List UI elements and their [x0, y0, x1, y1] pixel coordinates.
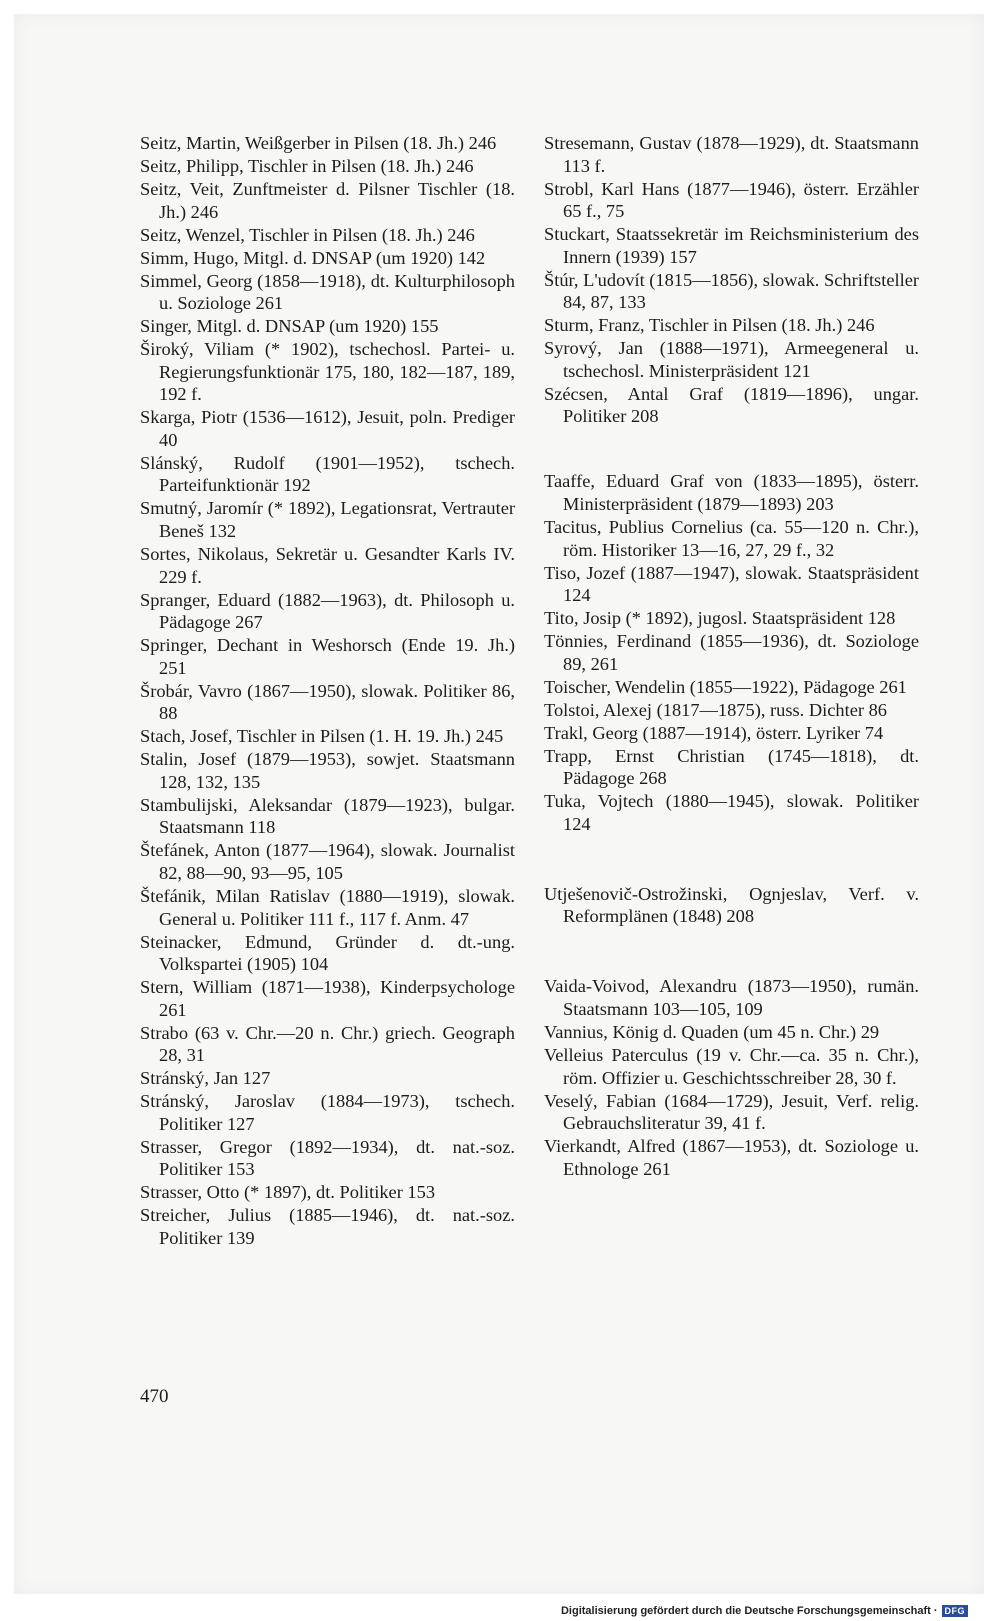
index-entry: Trapp, Ernst Christian (1745—1818), dt. Pädagoge 268 — [544, 745, 919, 789]
index-entry: Strasser, Gregor (1892—1934), dt. nat.-soz. Politiker 153 — [140, 1136, 515, 1180]
index-entry: Stach, Josef, Tischler in Pilsen (1. H. 19. Jh.) 245 — [140, 726, 504, 747]
index-entry: Seitz, Veit, Zunftmeister d. Pilsner Tischler (18. Jh.) 246 — [140, 178, 515, 222]
index-entry: Toischer, Wendelin (1855—1922), Pädagoge 261 — [544, 676, 907, 697]
letter-section-gap — [544, 836, 919, 883]
index-entry: Tito, Josip (* 1892), jugosl. Staatspräsident 128 — [544, 608, 896, 629]
index-entry: Simmel, Georg (1858—1918), dt. Kulturphilosoph u. Soziologe 261 — [140, 270, 515, 314]
index-entry: Strasser, Otto (* 1897), dt. Politiker 153 — [140, 1182, 436, 1203]
index-entry: Štúr, L'udovít (1815—1856), slowak. Schriftsteller 84, 87, 133 — [544, 269, 919, 313]
index-entry: Velleius Paterculus (19 v. Chr.—ca. 35 n. Chr.), röm. Offizier u. Geschichtsschreiber 28, 30 f. — [544, 1045, 919, 1088]
index-entry: Simm, Hugo, Mitgl. d. DNSAP (um 1920) 142 — [140, 247, 486, 268]
index-entry: Steinacker, Edmund, Gründer d. dt.-ung. Volkspartei (1905) 104 — [140, 931, 515, 975]
index-entry: Stresemann, Gustav (1878—1929), dt. Staatsmann 113 f. — [544, 133, 919, 176]
index-entry: Tuka, Vojtech (1880—1945), slowak. Politiker 124 — [544, 791, 919, 834]
index-entry: Slánský, Rudolf (1901—1952), tschech. Parteifunktionär 192 — [140, 452, 515, 496]
index-entry: Springer, Dechant in Weshorsch (Ende 19. Jh.) 251 — [140, 635, 515, 678]
index-entry: Tolstoi, Alexej (1817—1875), russ. Dichter 86 — [544, 699, 887, 720]
index-entry: Široký, Viliam (* 1902), tschechosl. Partei- u. Regierungsfunktionär 175, 180, 182—187, 189, 192 f. — [140, 339, 515, 405]
index-entry: Sturm, Franz, Tischler in Pilsen (18. Jh.) 246 — [544, 315, 875, 336]
index-entry: Šrobár, Vavro (1867—1950), slowak. Politiker 86, 88 — [140, 680, 515, 724]
index-entry: Syrový, Jan (1888—1971), Armeegeneral u. tschechosl. Ministerpräsident 121 — [544, 338, 919, 381]
index-entry: Taaffe, Eduard Graf von (1833—1895), österr. Ministerpräsident (1879—1893) 203 — [544, 471, 919, 515]
index-entry: Utješenovič-Ostrožinski, Ognjeslav, Verf. v. Reformplänen (1848) 208 — [544, 883, 919, 927]
index-entry: Trakl, Georg (1887—1914), österr. Lyriker 74 — [544, 722, 884, 743]
index-entry: Stránský, Jan 127 — [140, 1068, 271, 1089]
scanned-page — [14, 14, 984, 1594]
index-entry: Štefánik, Milan Ratislav (1880—1919), slowak. General u. Politiker 111 f., 117 f. Anm. 47 — [140, 886, 515, 929]
index-entry: Singer, Mitgl. d. DNSAP (um 1920) 155 — [140, 316, 439, 337]
index-entry: Strobl, Karl Hans (1877—1946), österr. Erzähler 65 f., 75 — [544, 178, 919, 222]
index-entry: Vierkandt, Alfred (1867—1953), dt. Soziologe u. Ethnologe 261 — [544, 1136, 919, 1179]
index-entry: Stránský, Jaroslav (1884—1973), tschech. Politiker 127 — [140, 1091, 515, 1134]
index-entry: Strabo (63 v. Chr.—20 n. Chr.) griech. Geograph 28, 31 — [140, 1022, 515, 1066]
index-entry: Seitz, Wenzel, Tischler in Pilsen (18. Jh.) 246 — [140, 224, 475, 245]
letter-section-gap — [544, 428, 919, 470]
index-entry: Tiso, Jozef (1887—1947), slowak. Staatspräsident 124 — [544, 562, 919, 606]
dfg-logo: DFG — [942, 1605, 969, 1617]
index-entry: Stalin, Josef (1879—1953), sowjet. Staatsmann 128, 132, 135 — [140, 749, 515, 792]
index-entry: Seitz, Philipp, Tischler in Pilsen (18. Jh.) 246 — [140, 155, 474, 176]
index-entry: Stambulijski, Aleksandar (1879—1923), bulgar. Staatsmann 118 — [140, 794, 515, 838]
digitization-credit — [561, 1602, 968, 1619]
index-entry: Tönnies, Ferdinand (1855—1936), dt. Soziologe 89, 261 — [544, 631, 919, 674]
index-entry: Štefánek, Anton (1877—1964), slowak. Journalist 82, 88—90, 93—95, 105 — [140, 840, 515, 884]
index-entry: Vaida-Voivod, Alexandru (1873—1950), rumän. Staatsmann 103—105, 109 — [544, 976, 919, 1020]
index-entry: Seitz, Martin, Weißgerber in Pilsen (18. Jh.) 246 — [140, 133, 497, 153]
footer-text: Digitalisierung gefördert durch die Deutsche Forschungsgemeinschaft · — [560, 1604, 938, 1617]
index-entry: Smutný, Jaromír (* 1892), Legationsrat, Vertrauter Beneš 132 — [140, 498, 515, 541]
index-entry: Vannius, König d. Quaden (um 45 n. Chr.) 29 — [544, 1022, 880, 1043]
index-entry: Stern, William (1871—1938), Kinderpsychologe 261 — [140, 977, 515, 1020]
letter-section-gap — [544, 928, 919, 975]
index-entry: Spranger, Eduard (1882—1963), dt. Philosoph u. Pädagoge 267 — [140, 589, 515, 633]
index-entry: Sortes, Nikolaus, Sekretär u. Gesandter Karls IV. 229 f. — [140, 543, 515, 587]
index-entry: Stuckart, Staatssekretär im Reichsministerium des Innern (1939) 157 — [544, 224, 919, 267]
index-entry: Skarga, Piotr (1536—1612), Jesuit, poln. Prediger 40 — [140, 407, 515, 450]
index-entry: Streicher, Julius (1885—1946), dt. nat.-soz. Politiker 139 — [140, 1205, 515, 1249]
page-number: 470 — [140, 1386, 169, 1407]
index-column-right — [544, 132, 919, 1181]
index-entry: Tacitus, Publius Cornelius (ca. 55—120 n. Chr.), röm. Historiker 13—16, 27, 29 f., 32 — [544, 517, 919, 560]
index-entry: Szécsen, Antal Graf (1819—1896), ungar. Politiker 208 — [544, 383, 919, 427]
index-column-left — [140, 132, 515, 1250]
index-entry: Veselý, Fabian (1684—1729), Jesuit, Verf. relig. Gebrauchsliteratur 39, 41 f. — [544, 1090, 919, 1134]
